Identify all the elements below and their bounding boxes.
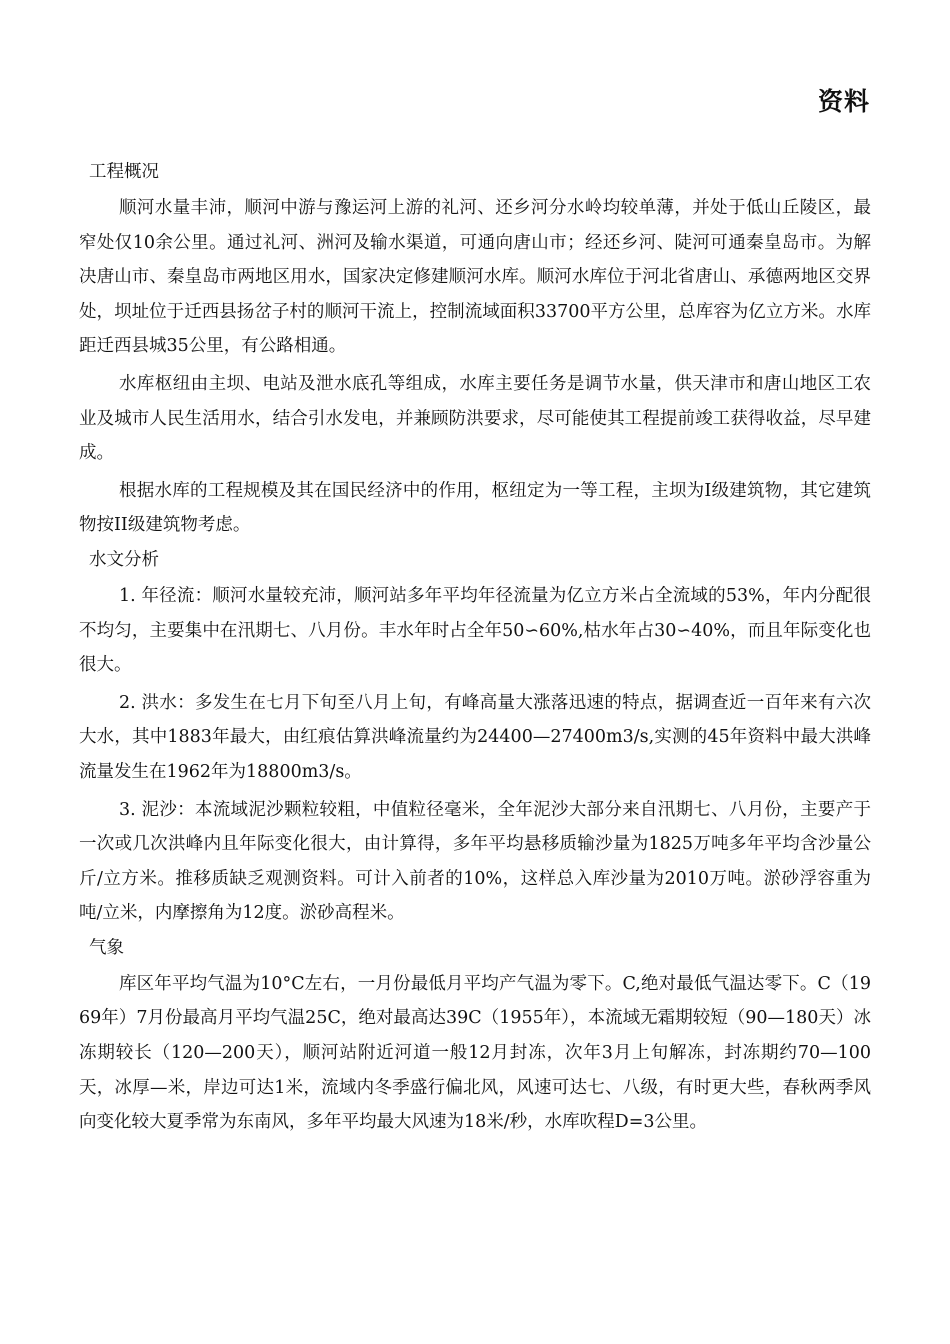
section-heading-hydrology: 水文分析 <box>89 549 159 570</box>
hydrology-paragraph-runoff: 1. 年径流：顺河水量较充沛，顺河站多年平均年径流量为亿立方米占全流域的53%，年内分配很不均匀，主要集中在汛期七、八月份。丰水年时占全年50∽60%,枯水年占30∽40%，而且年际变化也很大。 <box>79 585 871 676</box>
hydrology-paragraph-sediment: 3. 泥沙：本流域泥沙颗粒较粗，中值粒径毫米，全年泥沙大部分来自汛期七、八月份，主要产于一次或几次洪峰内且年际变化很大，由计算得，多年平均悬移质输沙量为1825万吨多年平均含沙量公斤/立方米。推移质缺乏观测资料。可计入前者的10%，这样总入库沙量为2010万吨。淤砂浮容重为吨/立米，内摩擦角为12度。淤砂高程米。 <box>79 799 871 924</box>
document-label: 资料 <box>817 87 870 116</box>
document-body <box>79 158 871 1143</box>
climate-paragraph: 库区年平均气温为10°C左右，一月份最低月平均产气温为零下。C,绝对最低气温达零下。C（1969年）7月份最高月平均气温25C，绝对最高达39C（1955年），本流域无霜期较短（90—180天）冰冻期较长（120—200天），顺河站附近河道一般12月封冻，次年3月上旬解冻，封冻期约70—100天，冰厚—米，岸边可达1米，流域内冬季盛行偏北风，风速可达七、八级，有时更大些，春秋两季风向变化较大夏季常为东南风，多年平均最大风速为18米/秒，水库吹程D=3公里。 <box>79 973 871 1133</box>
hydrology-paragraph-flood: 2. 洪水：多发生在七月下旬至八月上旬，有峰高量大涨落迅速的特点，据调查近一百年来有六次大水，其中1883年最大，由红痕估算洪峰流量约为24400—27400m3/s,实测的45年资料中最大洪峰流量发生在1962年为18800m3/s。 <box>79 692 871 782</box>
overview-paragraph-2: 水库枢纽由主坝、电站及泄水底孔等组成，水库主要任务是调节水量，供天津市和唐山地区工农业及城市人民生活用水，结合引水发电，并兼顾防洪要求，尽可能使其工程提前竣工获得收益，尽早建成。 <box>79 373 871 464</box>
section-heading-overview: 工程概况 <box>89 162 159 182</box>
section-heading-climate: 气象 <box>89 937 124 958</box>
overview-paragraph-3: 根据水库的工程规模及其在国民经济中的作用，枢纽定为一等工程，主坝为I级建筑物，其它建筑物按II级建筑物考虑。 <box>79 480 871 536</box>
overview-paragraph-1: 顺河水量丰沛，顺河中游与豫运河上游的礼河、还乡河分水岭均较单薄，并处于低山丘陵区，最窄处仅10余公里。通过礼河、洲河及输水渠道，可通向唐山市；经还乡河、陡河可通秦皇岛市。为解决唐山市、秦皇岛市两地区用水，国家决定修建顺河水库。顺河水库位于河北省唐山、承德两地区交界处，坝址位于迁西县扬岔子村的顺河干流上，控制流域面积33700平方公里，总库容为亿立方米。水库距迁西县城35公里，有公路相通。 <box>79 198 871 357</box>
